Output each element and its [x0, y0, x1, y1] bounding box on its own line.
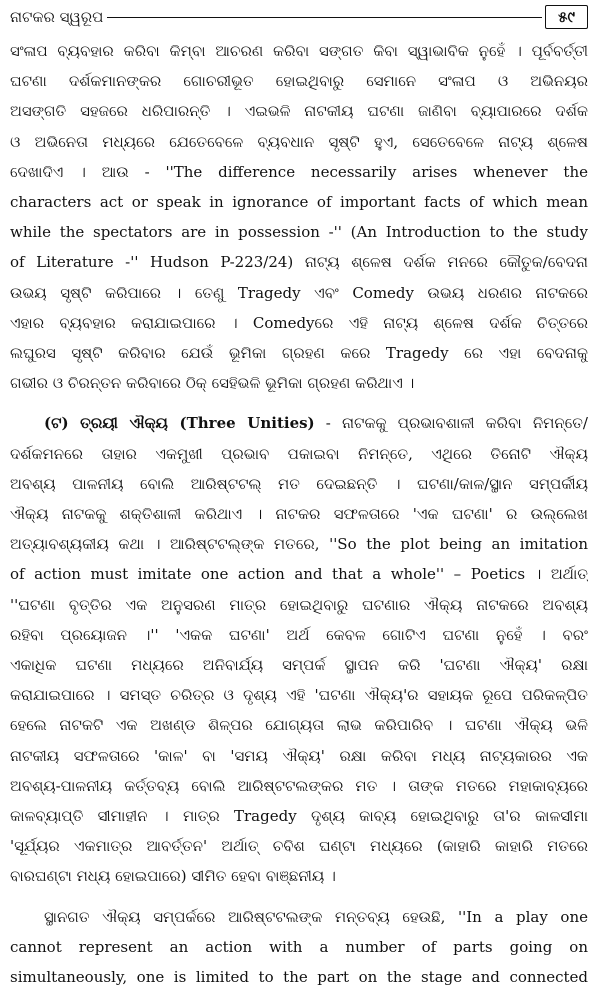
text-line: କାଳବ୍ୟାପ୍ତି ସୀମାହୀନ । ମାତ୍ର Tragedy ଦୃଶ୍ୟ କାବ୍ୟ ହୋଇଥିବାରୁ ତା'ର କାଳସୀମା	[10, 807, 588, 826]
text-line: ଓ ଅଭିନେତା ମଧ୍ୟରେ ଯେତେବେଳେ ବ୍ୟବଧାନ ସୃଷ୍ଟି ହୁଏ, ସେତେବେଳେ ନାଟ୍ୟ ଶ୍ଳେଷ	[10, 132, 588, 151]
text-line: ଅବଶ୍ୟ ପାଳନୀୟ ବୋଲି ଆରିଷ୍ଟଟଲ୍ ମତ ଦେଇଛନ୍ତି । ଘଟଣା/କାଳ/ସ୍ଥାନ ସମ୍ପର୍କୀୟ	[10, 474, 588, 493]
body-text	[10, 36, 588, 992]
text-line: ନାଟକୀୟ ସଫଳତାରେ 'କାଳ' ବା 'ସମୟ ଐକ୍ୟ' ରକ୍ଷା କରିବା ମଧ୍ୟ ନାଟ୍ୟକାରର ଏକ	[10, 746, 588, 765]
text-line: 'ସୂର୍ଯ୍ୟର ଏକମାତ୍ର ଆବର୍ତ୍ତନ' ଅର୍ଥାତ୍ ଚବିଶ ଘଣ୍ଟା ମଧ୍ୟରେ (କାହାରି କାହାରି ମତରେ	[10, 837, 588, 856]
text-line: ଦେଖାଦିଏ । ଆଉ - ''The difference necessarily arises whenever the	[10, 162, 588, 181]
text-line: of Literature -'' Hudson P-223/24) ନାଟ୍ୟ ଶ୍ଳେଷ ଦର୍ଶକ ମନରେ କୌତୁକ/ବେଦନା	[10, 253, 588, 272]
page-number: ୫୯	[545, 5, 588, 29]
text-line: ସ୍ଥାନଗତ ଐକ୍ୟ ସମ୍ପର୍କରେ ଆରିଷ୍ଟଟଲଙ୍କ ମନ୍ତବ୍ୟ ହେଉଛି, ''In a play one	[44, 907, 588, 926]
paragraph-three-unities	[10, 408, 588, 891]
text-line: ସଂଳାପ ବ୍ୟବହାର କରିବା କିମ୍ବା ଆଚରଣ କରିବା ସଙ୍ଗତ କିବା ସ୍ୱାଭାବିକ ନୁହେଁ । ପୂର୍ବବର୍ତ୍ତୀ	[10, 42, 588, 60]
header-rule	[107, 17, 542, 18]
text-line: ଘଟଣା ଦର୍ଶକମାନଙ୍କର ଗୋଚରୀଭୂତ ହୋଇଥିବାରୁ ସେମାନେ ସଂଳାପ ଓ ଅଭିନୟର	[10, 72, 588, 91]
text-line: ବାରଘଣ୍ଟା ମଧ୍ୟ ହୋଇପାରେ) ସୀମିତ ହେବା ବାଞ୍ଛନୀୟ ।	[10, 867, 336, 886]
subheading-continuation: - ନାଟକକୁ ପ୍ରଭାବଶାଳୀ କରିବା ନିମନ୍ତେ/	[314, 414, 588, 433]
text-line: ଏହାର ବ୍ୟବହାର କରାଯାଇପାରେ । Comedyରେ ଏହି ନାଟ୍ୟ ଶ୍ଳେଷ ଦର୍ଶକ ଚିତ୍ତରେ	[10, 313, 588, 332]
text-line: ଐକ୍ୟ ନାଟକକୁ ଶକ୍ତିଶାଳୀ କରିଥାଏ । ନାଟକର ସଫଳତାରେ 'ଏକ ଘଟଣା' ର ଉଲ୍ଲେଖ	[10, 505, 588, 524]
text-line: ଉଭୟ ସୃଷ୍ଟି କରିପାରେ । ତେଣୁ Tragedy ଏବଂ Comedy ଉଭୟ ଧରଣର ନାଟକରେ	[10, 283, 588, 302]
paragraph-dramatic-irony	[10, 36, 588, 398]
text-line: while the spectators are in possession -'' (An Introduction to the study	[10, 223, 588, 242]
running-title: ନାଟକର ସ୍ୱରୂପ	[10, 8, 104, 26]
text-line: ଦର୍ଶକମନରେ ତାହାର ଏକମୁଖୀ ପ୍ରଭାବ ପକାଇବା ନିମନ୍ତେ, ଏଥିରେ ତିନୋଟି ଐକ୍ୟ	[10, 444, 588, 463]
text-line: ହେଲେ ନାଟକଟି ଏକ ଅଖଣ୍ଡ ଶିଳ୍ପର ଯୋଗ୍ୟତା ଲାଭ କରିପାରିବ । ଘଟଣା ଐକ୍ୟ ଭଳି	[10, 716, 588, 735]
text-line: ରହିବା ପ୍ରୟୋଜନ ।'' 'ଏକକ ଘଟଣା' ଅର୍ଥ କେବଳ ଗୋଟିଏ ଘଟଣା ନୁହେଁ । ବରଂ	[10, 625, 588, 644]
text-line: ଲଘୁରସ ସୃଷ୍ଟି କରିବାର ଯେଉଁ ଭୂମିକା ଗ୍ରହଣ କରେ Tragedy ରେ ଏହା ବେଦନାକୁ	[10, 344, 588, 363]
paragraph-unity-of-place	[10, 902, 588, 992]
text-line: characters act or speak in ignorance of important facts of which mean	[10, 193, 588, 212]
page-header	[10, 0, 588, 34]
text-line: ଏକାଧିକ ଘଟଣା ମଧ୍ୟରେ ଅନିବାର୍ଯ୍ୟ ସମ୍ପର୍କ ସ୍ଥାପନ କରି 'ଘଟଣା ଐକ୍ୟ' ରକ୍ଷା	[10, 656, 588, 675]
text-line: ଅତ୍ୟାବଶ୍ୟକୀୟ କଥା । ଆରିଷ୍ଟଟଲ୍‌ଙ୍କ ମତରେ, ''So the plot being an imitation	[10, 535, 588, 554]
text-line: ଗଭୀର ଓ ଚିରନ୍ତନ କରିବାରେ ଠିକ୍ ସେହିଭଳି ଭୂମିକା ଗ୍ରହଣ କରିଥାଏ ।	[10, 374, 415, 393]
text-line: of action must imitate one action and that a whole'' – Poetics । ଅର୍ଥାତ୍	[10, 565, 588, 584]
text-line	[10, 408, 588, 438]
paragraph-gap	[10, 398, 588, 408]
text-line: ''ଘଟଣା ବୃତ୍ତିର ଏକ ଅନୁସରଣ ମାତ୍ର ହୋଇଥିବାରୁ ଘଟଣାର ଐକ୍ୟ ନାଟକରେ ଅବଶ୍ୟ	[10, 595, 588, 614]
text-line: କରାଯାଇପାରେ । ସମସ୍ତ ଚରିତ୍ର ଓ ଦୃଶ୍ୟ ଏହି 'ଘଟଣା ଐକ୍ୟ'ର ସହାୟକ ରୂପେ ପରିକଳ୍ପିତ	[10, 686, 588, 705]
section-subheading: (ଟ) ତ୍ରୟୀ ଐକ୍ୟ (Three Unities)	[44, 414, 315, 433]
paragraph-gap	[10, 892, 588, 902]
text-line: ଅବଶ୍ୟ-ପାଳନୀୟ କର୍ତ୍ତବ୍ୟ ବୋଲି ଆରିଷ୍ଟଟଲଙ୍କର ମତ । ତାଙ୍କ ମତରେ ମହାକାବ୍ୟରେ	[10, 776, 588, 795]
text-line: ଅସଙ୍ଗତି ସହଜରେ ଧରିପାରନ୍ତି । ଏଇଭଳି ନାଟକୀୟ ଘଟଣା ଜାଣିବା ବ୍ୟାପାରରେ ଦର୍ଶକ	[10, 102, 588, 121]
text-line: cannot represent an action with a number of parts going on	[10, 937, 588, 956]
text-line: simultaneously, one is limited to the part on the stage and connected	[10, 968, 588, 987]
